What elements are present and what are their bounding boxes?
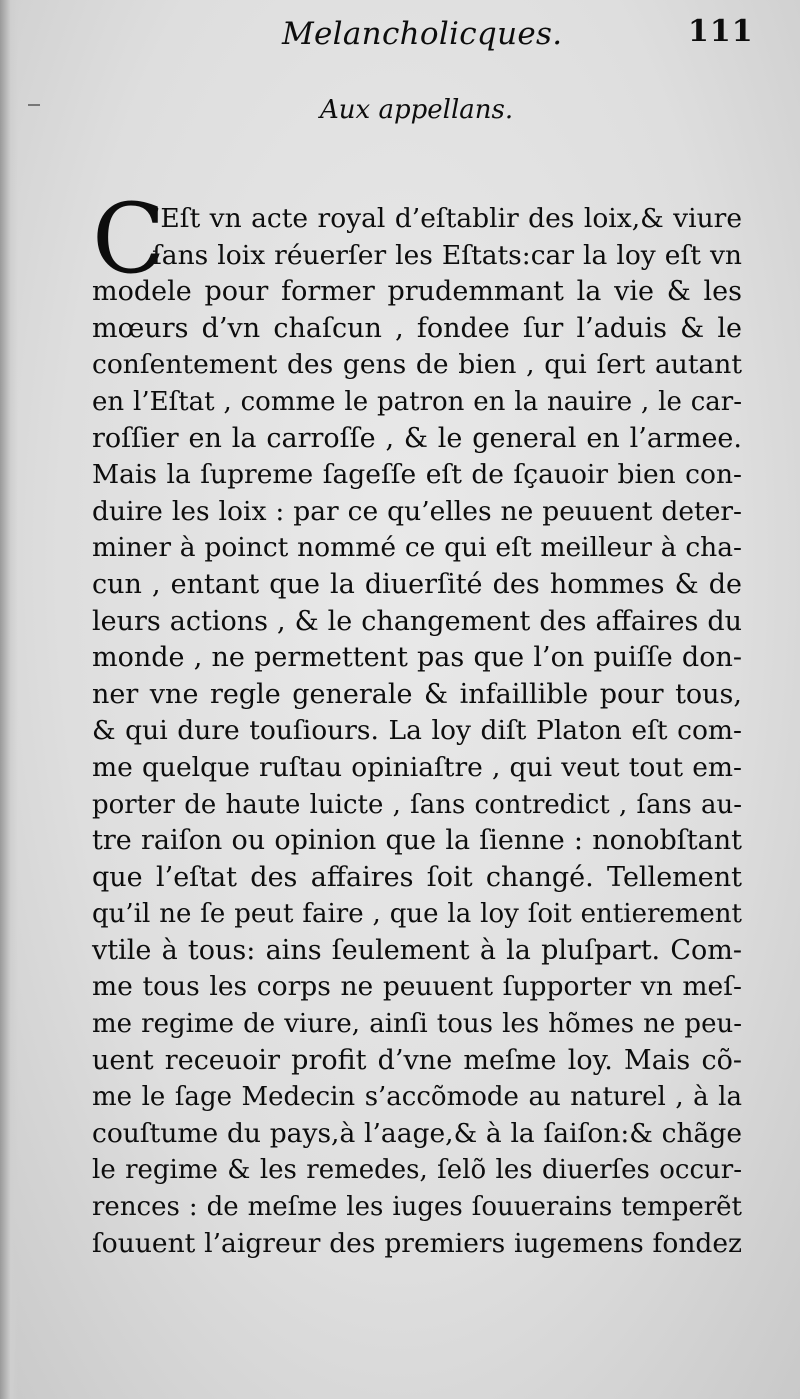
text-line: duire les loix : par ce qu’elles ne peuuent deter- xyxy=(92,495,742,527)
text-line: qu’il ne ſe peut faire , que la loy ſoit entierement xyxy=(92,899,742,930)
text-line: me regime de viure, ainſi tous les hõmes ne peu- xyxy=(92,1009,742,1040)
page-gutter-shadow xyxy=(0,0,18,1399)
page-number: 111 xyxy=(688,14,754,49)
text-line: Mais la ſupreme ſageſſe eſt de ſçauoir bien con- xyxy=(92,459,742,491)
text-line: conſentement des gens de bien , qui ſert autant xyxy=(92,349,742,381)
section-title: Aux appellans. xyxy=(320,95,514,125)
text-line: que l’eſtat des affaires ſoit changé. Tellement xyxy=(92,861,742,893)
running-title: Melancholicques. xyxy=(282,16,563,52)
running-head xyxy=(0,10,800,60)
text-line: ſans loix réuerſer les Eſtats:car la loy eſt vn xyxy=(152,239,742,271)
text-line: monde , ne permettent pas que l’on puiſſe don- xyxy=(92,642,742,674)
text-line: ’Eſt vn acte royal d’eſtablir des loix,& viure xyxy=(152,203,742,234)
text-line: le regime & les remedes, ſelõ les diuerſes occur- xyxy=(92,1155,742,1186)
text-line: porter de haute luicte , ſans contredict , ſans au- xyxy=(92,789,742,820)
text-line: en l’Eſtat , comme le patron en la nauire , le car- xyxy=(92,386,742,417)
text-line: miner à poinct nommé ce qui eſt meilleur à cha- xyxy=(92,532,742,564)
text-line: me quelque ruſtau opiniaſtre , qui veut tout em- xyxy=(92,751,742,783)
text-line: vtile à tous: ains ſeulement à la pluſpart. Com- xyxy=(92,934,742,966)
text-line: roſſier en la carroſſe , & le general en l’armee. xyxy=(92,422,742,454)
text-line: & qui dure touſiours. La loy diſt Platon eſt com- xyxy=(92,715,742,747)
text-line: rences : de meſme les iuges ſouuerains temperẽt xyxy=(92,1192,742,1223)
drop-cap: C xyxy=(92,183,166,295)
text-line: couſtume du pays,à l’aage,& à la ſaiſon:& chãge xyxy=(92,1117,742,1149)
text-line: modele pour former prudemmant la vie & les xyxy=(92,276,742,308)
text-line: me le ſage Medecin s’accõmode au naturel , à la xyxy=(92,1082,742,1113)
text-line: leurs actions , & le changement des affaires du xyxy=(92,605,742,637)
body-text xyxy=(92,201,742,1262)
text-line: me tous les corps ne peuuent ſupporter vn meſ- xyxy=(92,971,742,1003)
text-line: tre raiſon ou opinion que la ſienne : nonobſtant xyxy=(92,825,742,857)
text-line: ner vne regle generale & infaillible pour tous, xyxy=(92,678,742,710)
text-line: uent receuoir profit d’vne meſme loy. Mais cõ- xyxy=(92,1044,742,1076)
text-line: cun , entant que la diuerſité des hommes & de xyxy=(92,568,742,600)
text-line: mœurs d’vn chaſcun , fondee ſur l’aduis & le xyxy=(92,312,742,344)
ink-mark xyxy=(28,104,40,106)
text-line: ſouuent l’aigreur des premiers iugemens fondez xyxy=(92,1227,742,1259)
